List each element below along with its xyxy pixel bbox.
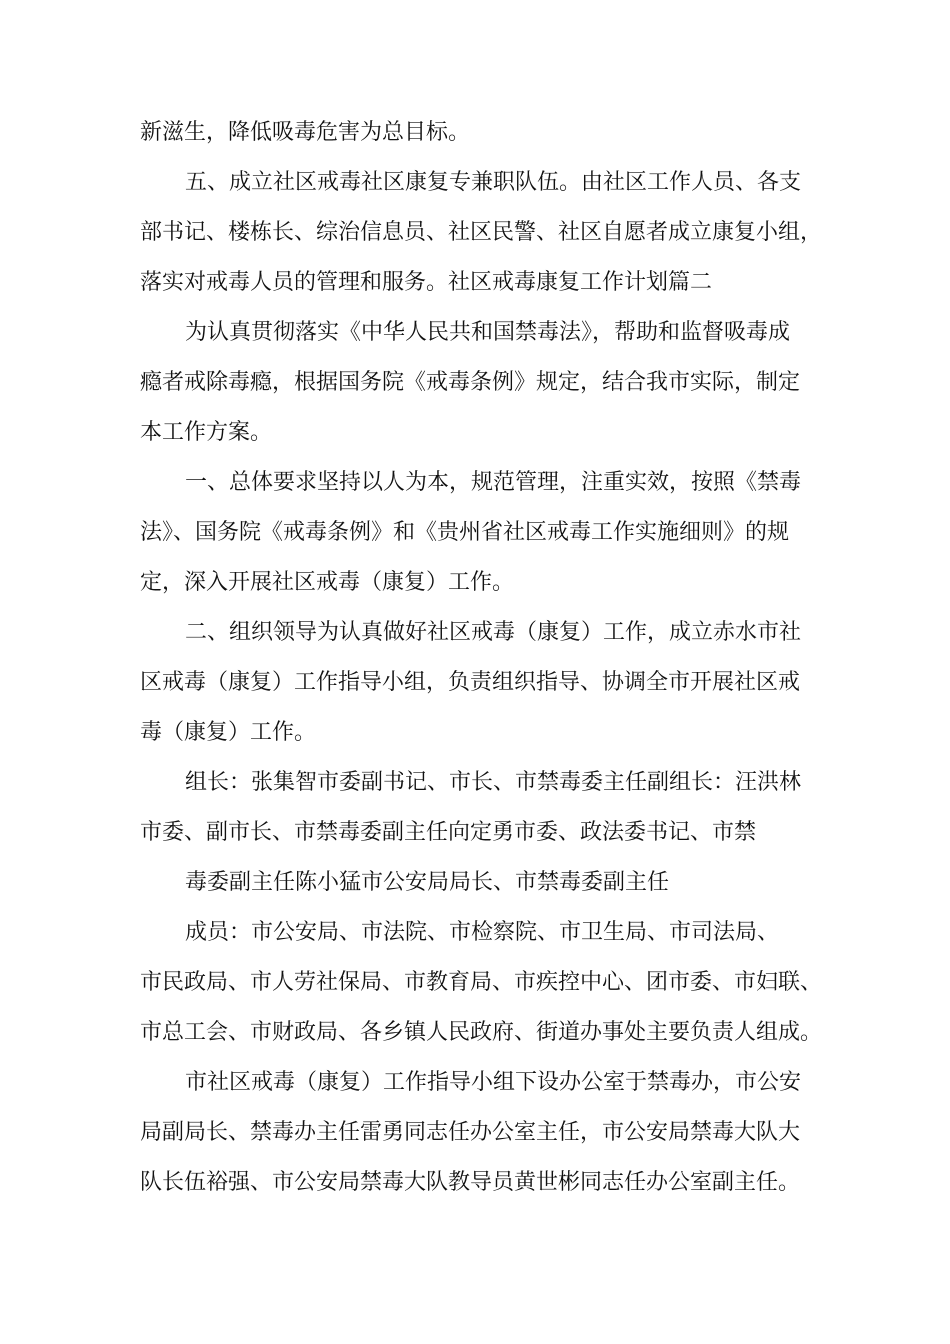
- text-line: 新滋生，降低吸毒危害为总目标。: [140, 120, 471, 145]
- text-line: 定，深入开展社区戒毒（康复）工作。: [140, 570, 515, 595]
- text-line: 二、组织领导为认真做好社区戒毒（康复）工作，成立赤水市社: [185, 620, 802, 645]
- text-line: 市民政局、市人劳社保局、市教育局、市疾控中心、团市委、市妇联、: [140, 970, 823, 995]
- text-line: 为认真贯彻落实《中华人民共和国禁毒法》，帮助和监督吸毒成: [185, 320, 791, 345]
- text-line: 落实对戒毒人员的管理和服务。社区戒毒康复工作计划篇二: [140, 270, 713, 295]
- text-line: 组长：张集智市委副书记、市长、市禁毒委主任副组长：汪洪林: [185, 770, 802, 795]
- text-line: 市总工会、市财政局、各乡镇人民政府、街道办事处主要负责人组成。: [140, 1020, 823, 1045]
- text-line: 一、总体要求坚持以人为本，规范管理，注重实效，按照《禁毒: [185, 470, 802, 495]
- text-line: 瘾者戒除毒瘾，根据国务院《戒毒条例》规定，结合我市实际，制定: [140, 370, 801, 395]
- text-line: 五、成立社区戒毒社区康复专兼职队伍。由社区工作人员、各支: [185, 170, 802, 195]
- text-line: 本工作方案。: [140, 420, 273, 445]
- text-line: 毒（康复）工作。: [140, 720, 317, 745]
- text-line: 毒委副主任陈小猛市公安局局长、市禁毒委副主任: [185, 870, 670, 895]
- text-line: 部书记、楼栋长、综治信息员、社区民警、社区自愿者成立康复小组，: [140, 220, 823, 245]
- text-line: 区戒毒（康复）工作指导小组，负责组织指导、协调全市开展社区戒: [140, 670, 801, 695]
- text-line: 法》、国务院《戒毒条例》和《贵州省社区戒毒工作实施细则》的规: [140, 520, 790, 545]
- text-line: 市社区戒毒（康复）工作指导小组下设办公室于禁毒办，市公安: [185, 1070, 802, 1095]
- text-line: 成员：市公安局、市法院、市检察院、市卫生局、市司法局、: [185, 920, 780, 945]
- text-line: 局副局长、禁毒办主任雷勇同志任办公室主任，市公安局禁毒大队大: [140, 1120, 801, 1145]
- text-line: 市委、副市长、市禁毒委副主任向定勇市委、政法委书记、市禁: [140, 820, 757, 845]
- text-line: 队长伍裕强、市公安局禁毒大队教导员黄世彬同志任办公室副主任。: [140, 1170, 801, 1195]
